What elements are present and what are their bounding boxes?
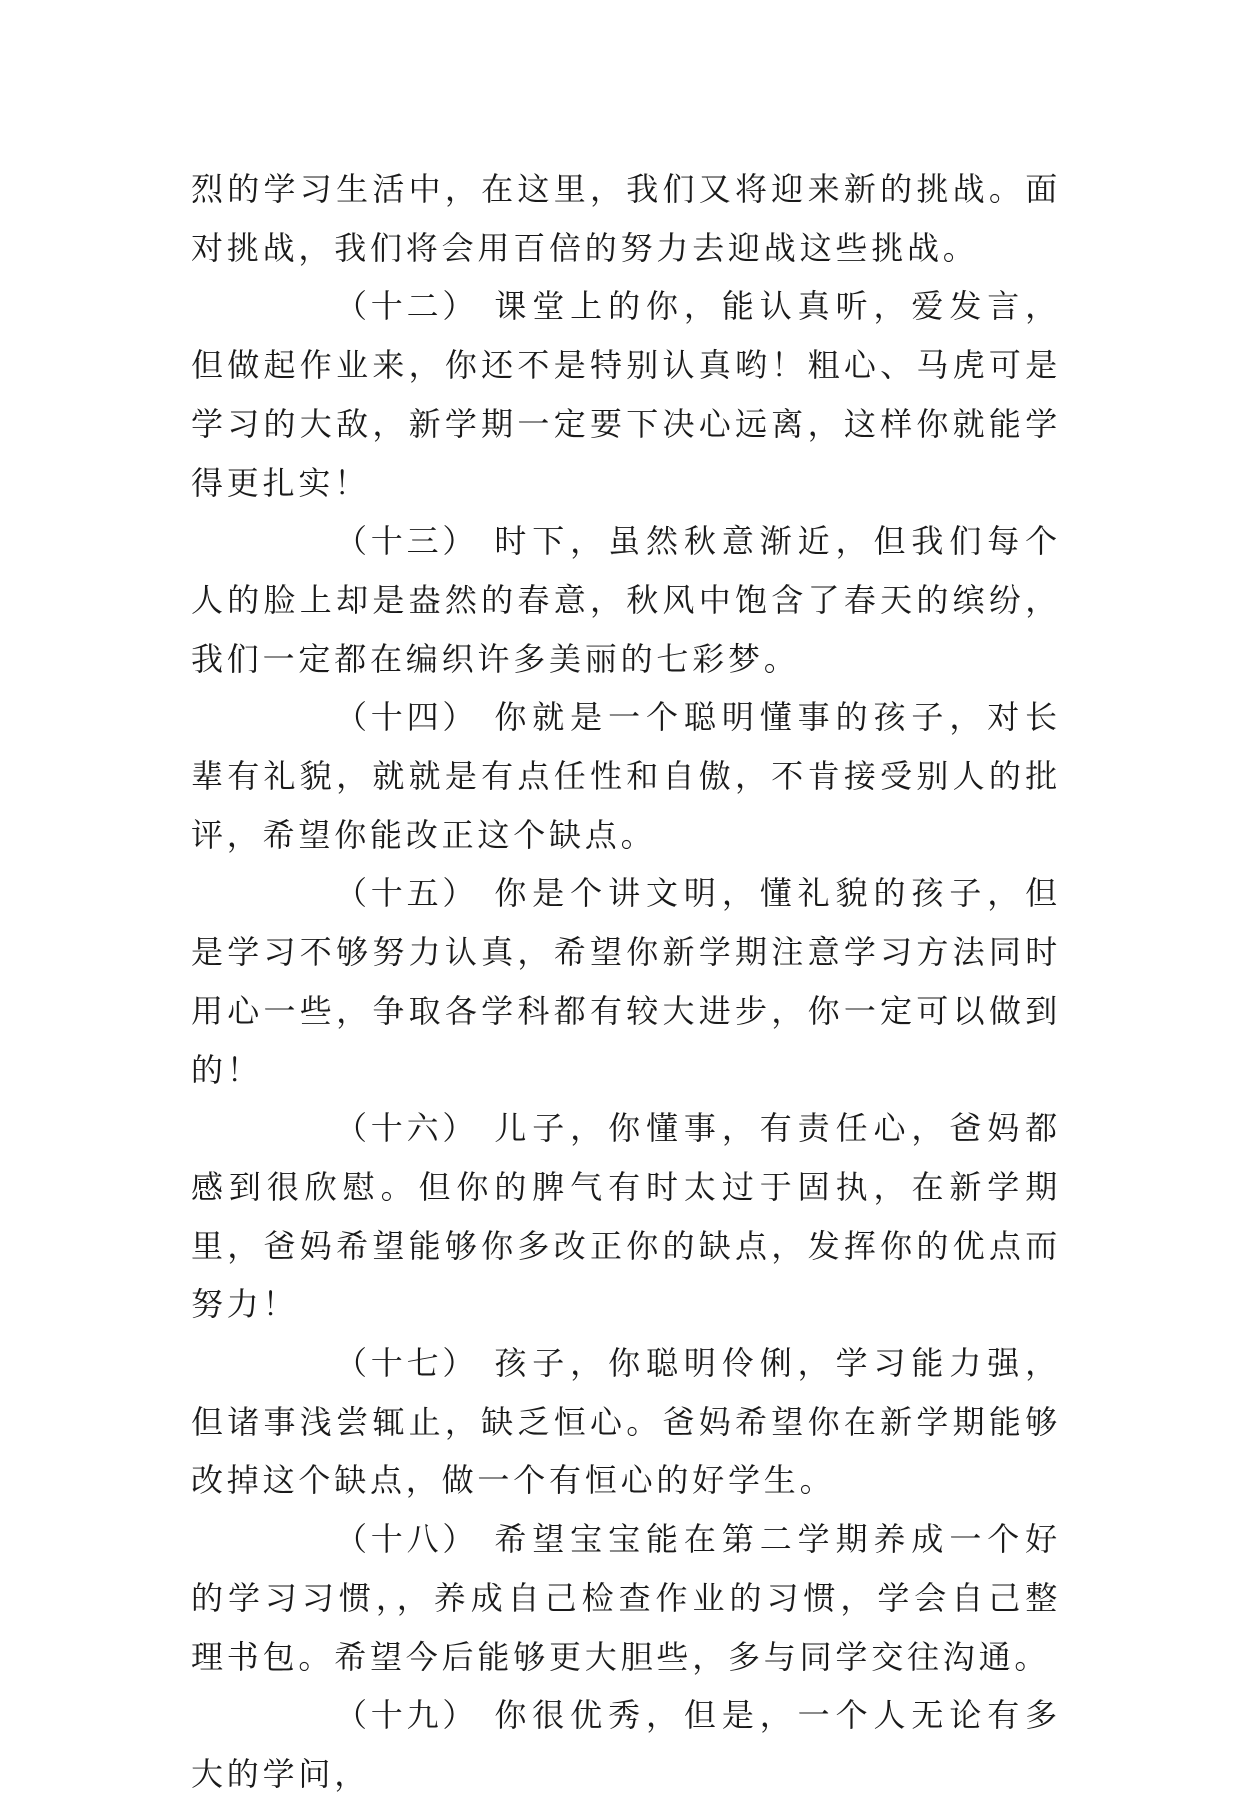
paragraph-text: 你是个讲文明，懂礼貌的孩子，但是学习不够努力认真，希望你新学期注意学习方法同时用心一些，争取各学科都有较大进步，你一定可以做到的！ <box>191 874 1061 1089</box>
paragraph-text: 孩子，你聪明伶俐，学习能力强，但诸事浅尝辄止，缺乏恒心。爸妈希望你在新学期能够改掉这个缺点，做一个有恒心的好学生。 <box>191 1344 1061 1500</box>
paragraph-17 <box>191 1334 1061 1510</box>
paragraph-text: 你很优秀，但是，一个人无论有多大的学问， <box>191 1696 1061 1793</box>
paragraph-continuation <box>191 160 1061 277</box>
document-body <box>191 160 1061 1804</box>
paragraph-text: 时下，虽然秋意渐近，但我们每个人的脸上却是盎然的春意，秋风中饱含了春天的缤纷，我们一定都在编织许多美丽的七彩梦。 <box>191 522 1061 678</box>
paragraph-19 <box>191 1686 1061 1803</box>
paragraph-number: （十七） <box>335 1344 479 1383</box>
paragraph-number: （十四） <box>335 698 479 737</box>
paragraph-number: （十五） <box>335 874 479 913</box>
paragraph-text: 课堂上的你，能认真听，爱发言，但做起作业来，你还不是特别认真哟！粗心、马虎可是学习的大敌，新学期一定要下决心远离，这样你就能学得更扎实！ <box>191 287 1061 502</box>
paragraph-text: 你就是一个聪明懂事的孩子，对长辈有礼貌，就就是有点任性和自傲，不肯接受别人的批评，希望你能改正这个缺点。 <box>191 698 1061 854</box>
paragraph-number: （十九） <box>335 1696 479 1735</box>
paragraph-text: 烈的学习生活中，在这里，我们又将迎来新的挑战。面对挑战，我们将会用百倍的努力去迎战这些挑战。 <box>191 170 1061 267</box>
paragraph-text: 儿子，你懂事，有责任心，爸妈都感到很欣慰。但你的脾气有时太过于固执，在新学期里，爸妈希望能够你多改正你的缺点，发挥你的优点而努力！ <box>191 1109 1061 1324</box>
paragraph-12 <box>191 277 1061 512</box>
paragraph-14 <box>191 688 1061 864</box>
paragraph-13 <box>191 512 1061 688</box>
paragraph-number: （十六） <box>335 1109 479 1148</box>
paragraph-18 <box>191 1510 1061 1686</box>
paragraph-number: （十二） <box>335 287 479 326</box>
paragraph-16 <box>191 1099 1061 1334</box>
paragraph-15 <box>191 864 1061 1099</box>
paragraph-number: （十三） <box>335 522 479 561</box>
paragraph-number: （十八） <box>335 1520 479 1559</box>
paragraph-text: 希望宝宝能在第二学期养成一个好的学习习惯，，养成自己检查作业的习惯，学会自己整理书包。希望今后能够更大胆些，多与同学交往沟通。 <box>191 1520 1061 1676</box>
